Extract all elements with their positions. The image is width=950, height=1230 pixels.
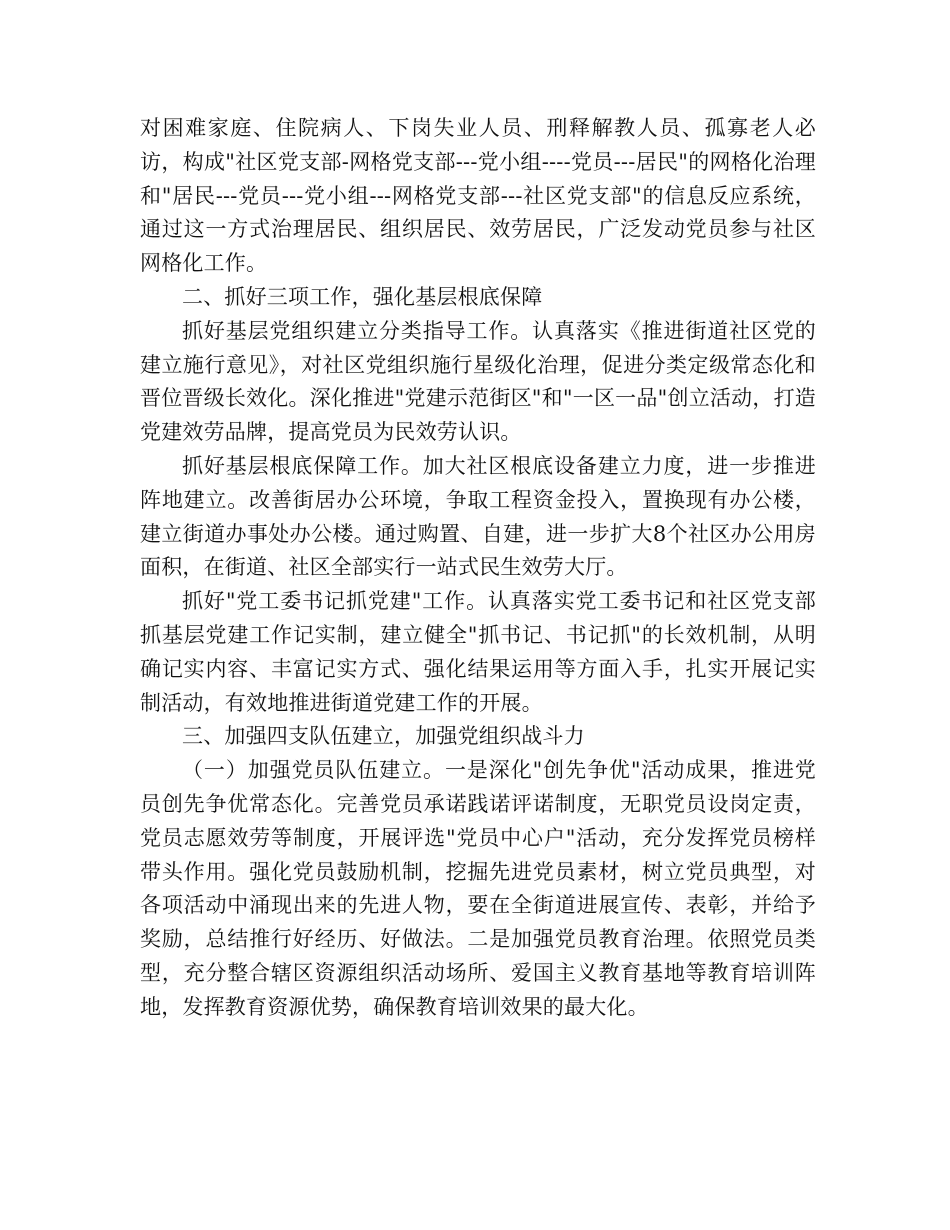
paragraph-3: 抓好基层党组织建立分类指导工作。认真落实《推进街道社区党的建立施行意见》，对社区党组织施行星级化治理，促进分类定级常态化和晋位晋级长效化。深化推进"党建示范街区"和"一区一品"创立活动，打造党建效劳品牌，提高党员为民效劳认识。: [140, 318, 816, 445]
section-heading-3: 三、加强四支队伍建立，加强党组织战斗力: [182, 724, 585, 749]
section-heading-2: 二、抓好三项工作，强化基层根底保障: [182, 284, 543, 309]
paragraph-4: 抓好基层根底保障工作。加大社区根底设备建立力度，进一步推进阵地建立。改善街居办公环境，争取工程资金投入，置换现有办公楼，建立街道办事处办公楼。通过购置、自建，进一步扩大8个社区办公用房面积，在街道、社区全部实行一站式民生效劳大厅。: [140, 453, 816, 580]
document-body: [140, 112, 816, 1025]
paragraph-1: 对困难家庭、住院病人、下岗失业人员、刑释解教人员、孤寡老人必访，构成"社区党支部-网格党支部---党小组----党员---居民"的网格化治理和"居民---党员---党小组---网格党支部---社区党支部"的信息反应系统，通过这一方式治理居民、组织居民、效劳居民，广泛发动党员参与社区网格化工作。: [140, 116, 816, 276]
paragraph-7: （一）加强党员队伍建立。一是深化"创先争优"活动成果，推进党员创先争优常态化。完善党员承诺践诺评诺制度，无职党员设岗定责，党员志愿效劳等制度，开展评选"党员中心户"活动，充分发挥党员榜样带头作用。强化党员鼓励机制，挖掘先进党员素材，树立党员典型，对各项活动中涌现出来的先进人物，要在全街道进展宣传、表彰，并给予奖励，总结推行好经历、好做法。二是加强党员教育治理。依照党员类型，充分整合辖区资源组织活动场所、爱国主义教育基地等教育培训阵地，发挥教育资源优势，确保教育培训效果的最大化。: [140, 758, 816, 1019]
paragraph-5: 抓好"党工委书记抓党建"工作。认真落实党工委书记和社区党支部抓基层党建工作记实制，建立健全"抓书记、书记抓"的长效机制，从明确记实内容、丰富记实方式、强化结果运用等方面入手，扎实开展记实制活动，有效地推进街道党建工作的开展。: [140, 589, 816, 715]
